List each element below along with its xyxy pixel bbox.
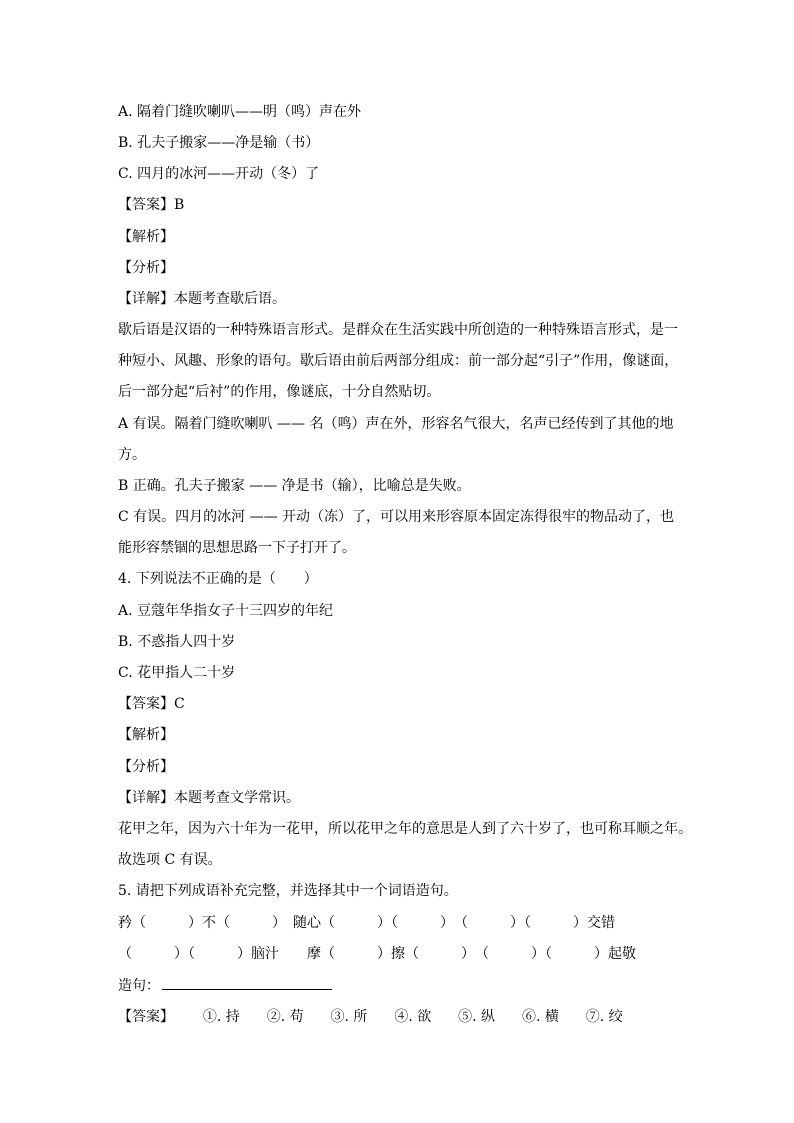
q3-detail-heading: 【详解】本题考查歇后语。	[118, 291, 286, 307]
q5-answer-label: 【答案】	[118, 1009, 174, 1025]
q4-option-c: C. 花甲指人二十岁	[118, 665, 236, 681]
q5-answer-item: ⑦. 绞	[585, 1009, 623, 1025]
q5-answer-item: ①. 持	[202, 1009, 240, 1025]
q5-idiom-row-1: 矜（ ）不（ ） 随心（ ）（ ） （ ）（ ）交错	[118, 915, 615, 931]
q3-option-b: B. 孔夫子搬家——净是输（书）	[118, 135, 320, 151]
q3-explanation-b: B 正确。孔夫子搬家 —— 净是书（输），比喻总是失败。	[118, 478, 471, 494]
q5-answer-line	[118, 1007, 678, 1027]
q5-answer-item: ⑥. 横	[521, 1009, 559, 1025]
q4-option-a: A. 豆蔻年华指女子十三四岁的年纪	[118, 603, 334, 619]
q3-explanation-a: A 有误。隔着门缝吹喇叭 —— 名（鸣）声在外，形容名气很大，名声已经传到了其他的地	[118, 416, 674, 432]
q5-idiom-row-2: （ ）（ ）脑汁 摩（ ）擦（ ） （ ）（ ）起敬	[118, 946, 636, 962]
q4-detail-heading: 【详解】本题考查文学常识。	[118, 790, 300, 806]
q4-option-b: B. 不惑指人四十岁	[118, 634, 236, 650]
q3-option-a: A. 隔着门缝吹喇叭——明（鸣）声在外	[118, 104, 362, 120]
q4-paragraph-line: 花甲之年，因为六十年为一花甲，所以花甲之年的意思是人到了六十岁了，也可称耳顺之年。	[118, 821, 692, 837]
q3-fenxi-heading: 【分析】	[118, 260, 174, 276]
q5-question: 5. 请把下列成语补充完整，并选择其中一个词语造句。	[118, 883, 458, 899]
q4-paragraph-line: 故选项 C 有误。	[118, 852, 222, 868]
q5-sentence-line	[118, 975, 678, 996]
q4-answer: 【答案】C	[118, 696, 185, 712]
q5-sentence-blank	[162, 975, 332, 990]
q3-explanation-c: C 有误。四月的冰河 —— 开动（冻）了，可以用来形容原本固定冻得很牢的物品动了，也	[118, 509, 675, 525]
q5-sentence-label: 造句：	[118, 978, 160, 994]
q4-question: 4. 下列说法不正确的是（ ）	[118, 571, 318, 587]
q3-paragraph-line: 歇后语是汉语的一种特殊语言形式。是群众在生活实践中所创造的一种特殊语言形式，是一	[118, 322, 678, 338]
q4-analysis-heading: 【解析】	[118, 727, 174, 743]
q4-fenxi-heading: 【分析】	[118, 759, 174, 775]
q5-answer-item: ④. 欲	[394, 1009, 432, 1025]
q3-answer: 【答案】B	[118, 197, 185, 213]
q3-paragraph-line: 后一部分起“后衬”的作用，像谜底，十分自然贴切。	[118, 384, 441, 400]
q5-answer-item: ③. 所	[330, 1009, 368, 1025]
q3-paragraph-line: 种短小、风趣、形象的语句。歇后语由前后两部分组成：前一部分起“引子”作用，像谜面，	[118, 353, 679, 369]
q3-explanation-a-cont: 方。	[118, 447, 146, 463]
q3-explanation-c-cont: 能形容禁锢的思想思路一下子打开了。	[118, 540, 356, 556]
q5-answer-item: ②. 苟	[266, 1009, 304, 1025]
q3-analysis-heading: 【解析】	[118, 229, 174, 245]
q3-option-c: C. 四月的冰河——开动（冬）了	[118, 166, 320, 182]
q5-answer-item: ⑤. 纵	[458, 1009, 496, 1025]
